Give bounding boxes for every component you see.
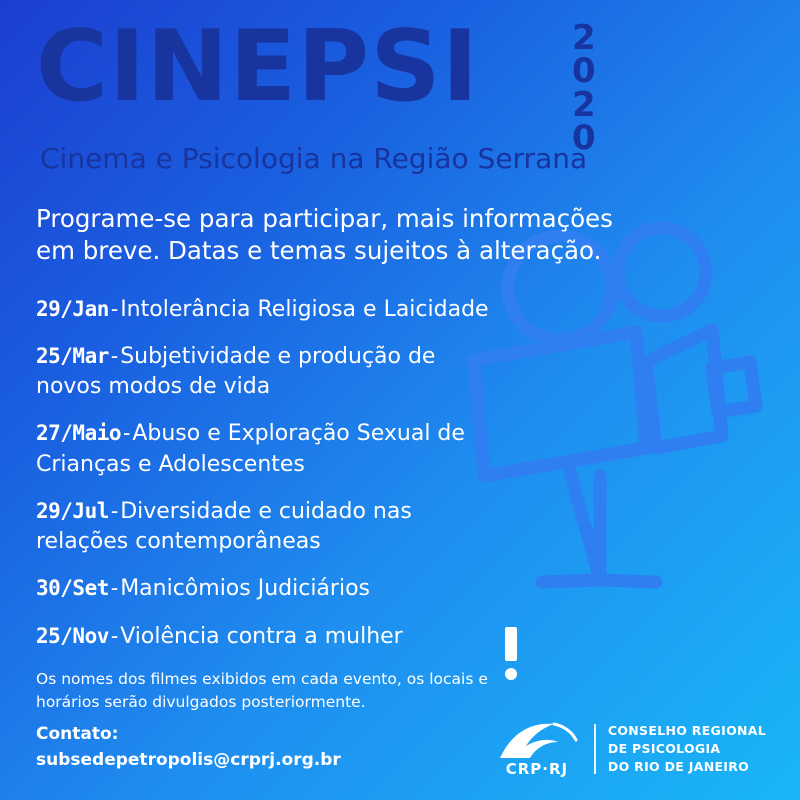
lead-paragraph: Programe-se para participar, mais informações em breve. Datas e temas sujeitos à alteração. <box>36 204 613 266</box>
crp-line-3: DO RIO DE JANEIRO <box>607 759 750 775</box>
year-digit-3: 2 <box>572 84 596 125</box>
event-schedule-list <box>36 294 764 651</box>
event-dash: - <box>110 342 119 368</box>
event-title: Subjetividade e produção de novos modos de vida <box>36 343 436 400</box>
disclaimer-note: Os nomes dos filmes exibidos em cada evento, os locais e horários serão divulgados posteriormente. <box>36 669 488 712</box>
crp-logo-text <box>608 722 766 776</box>
contact-block <box>36 722 341 773</box>
list-item <box>36 496 506 557</box>
contact-email[interactable]: subsedepetropolis@crprj.org.br <box>36 749 341 770</box>
exclamation-bar <box>505 627 517 661</box>
logo-divider <box>594 724 596 774</box>
event-dash: - <box>123 420 131 446</box>
crp-line-1: CONSELHO REGIONAL <box>607 722 766 738</box>
crp-bird-glyph <box>492 718 582 764</box>
event-title: Intolerância Religiosa e Laicidade <box>120 296 489 322</box>
exclamation-icon <box>503 627 519 682</box>
crp-logo <box>492 718 766 780</box>
event-date: 29/Jan <box>36 296 109 321</box>
year-digit-2: 0 <box>572 51 596 92</box>
list-item <box>36 621 506 651</box>
list-item <box>36 294 506 324</box>
list-item <box>36 573 506 603</box>
event-date: 25/Nov <box>36 623 109 648</box>
event-date: 25/Mar <box>36 343 109 368</box>
year-digit-4: 0 <box>572 117 596 158</box>
poster-footer <box>0 708 800 800</box>
event-date: 27/Maio <box>36 421 122 446</box>
page-title: CINEPSI <box>36 10 480 124</box>
page-subtitle: Cinema e Psicologia na Região Serrana <box>40 142 588 175</box>
event-title: Diversidade e cuidado nas relações contemporâneas <box>36 498 412 555</box>
list-item <box>36 418 506 479</box>
crp-bird-icon <box>492 718 582 780</box>
event-dash: - <box>110 497 119 523</box>
list-item <box>36 341 506 402</box>
contact-label: Contato: <box>36 724 119 744</box>
exclamation-dot <box>505 668 517 680</box>
crp-mark-text: CRP·RJ <box>505 760 569 778</box>
title-block <box>36 0 764 158</box>
event-dash: - <box>110 622 119 648</box>
event-date: 29/Jul <box>36 498 109 523</box>
event-title: Violência contra a mulher <box>120 623 403 649</box>
year-stack <box>572 18 596 158</box>
year-digit-1: 2 <box>572 18 596 58</box>
event-date: 30/Set <box>36 576 109 601</box>
event-title: Manicômios Judiciários <box>120 576 370 602</box>
event-dash: - <box>110 295 119 321</box>
crp-line-2: DE PSICOLOGIA <box>607 740 721 756</box>
event-dash: - <box>110 575 119 601</box>
event-title: Abuso e Exploração Sexual de Crianças e Adolescentes <box>36 421 465 477</box>
